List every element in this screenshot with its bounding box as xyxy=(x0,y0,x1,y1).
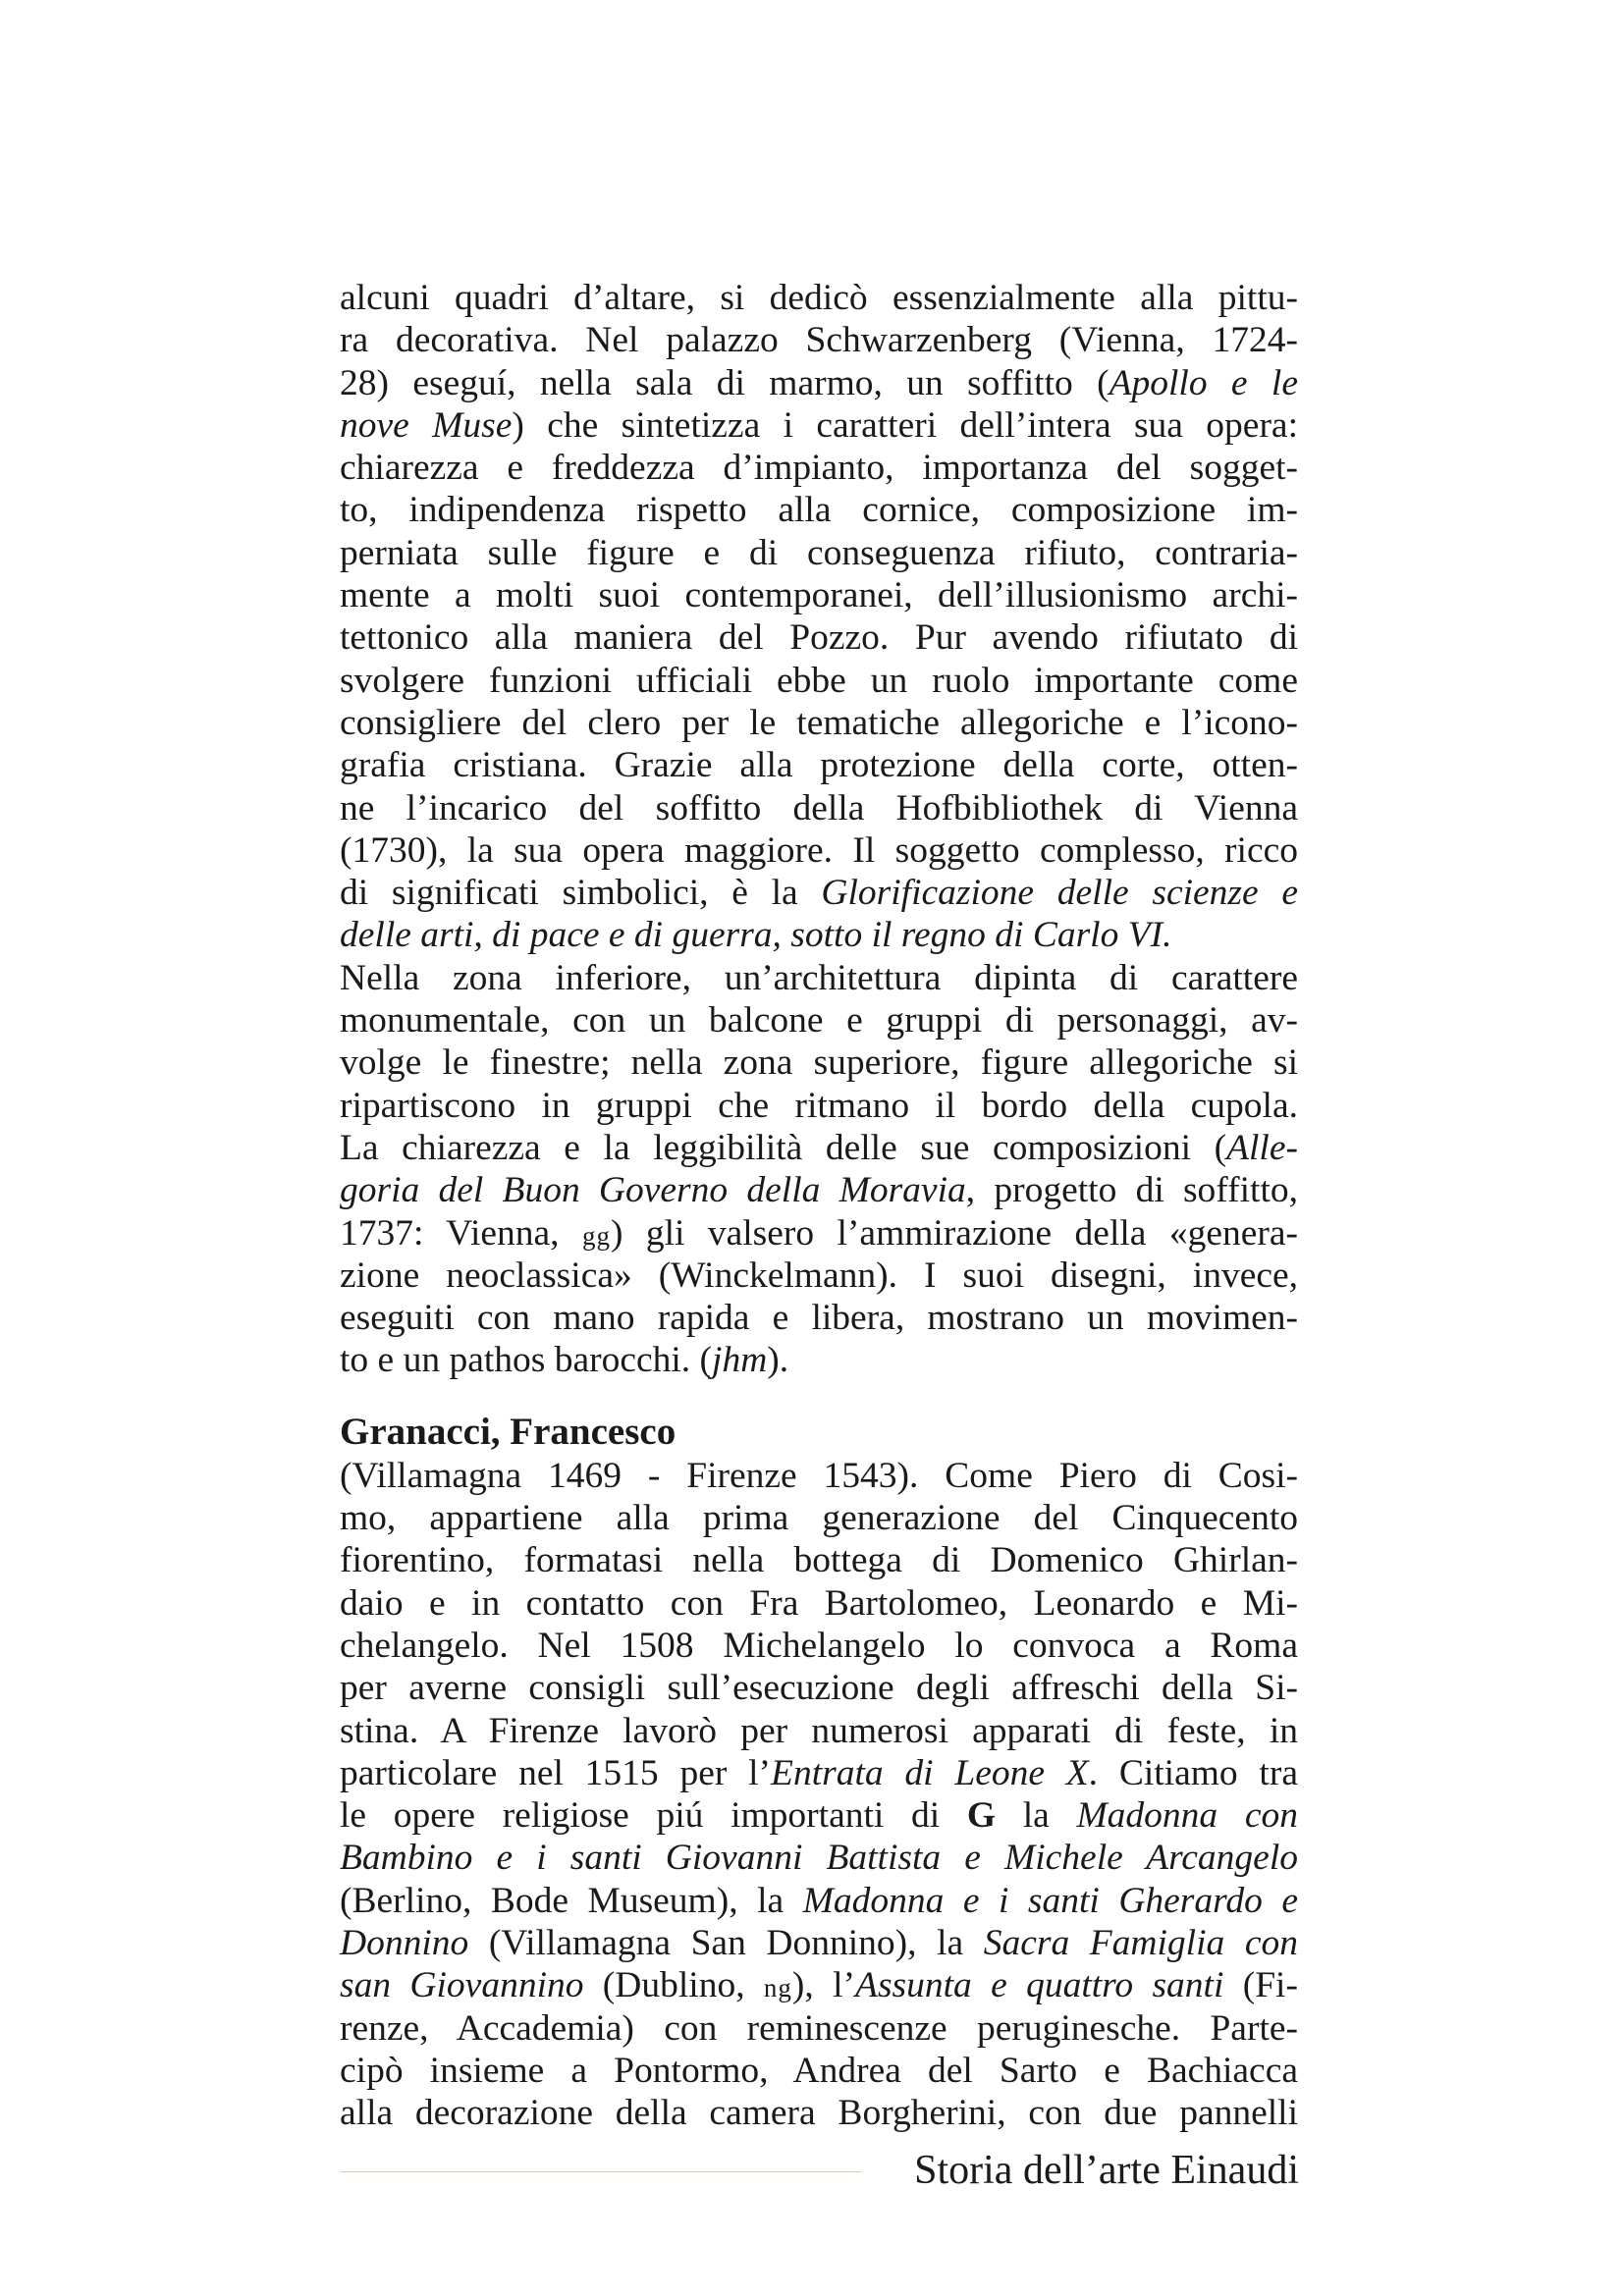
text-line: alla decorazione della camera Borgherini, con due pannelli xyxy=(340,2093,1298,2134)
text-line: svolgere funzioni ufficiali ebbe un ruolo importante come xyxy=(340,660,1298,701)
text-line: di significati simbolici, è la Glorificazione delle scienze e xyxy=(340,873,1299,914)
text-line: to e un pathos barocchi. (jhm). xyxy=(340,1340,789,1381)
text-line: perniata sulle figure e di conseguenza rifiuto, contraria- xyxy=(340,532,1298,573)
text-line: ra decorativa. Nel palazzo Schwarzenberg (Vienna, 1724- xyxy=(340,320,1298,361)
text-line: tettonico alla maniera del Pozzo. Pur avendo rifiutato di xyxy=(340,617,1298,659)
text-line: zione neoclassica» (Winckelmann). I suoi disegni, invece, xyxy=(340,1255,1298,1296)
text-line: cipò insieme a Pontormo, Andrea del Sarto e Bachiacca xyxy=(340,2050,1298,2091)
text-line: ne l’incarico del soffitto della Hofbibliothek di Vienna xyxy=(340,787,1298,828)
footer-title: Storia dell’arte Einaudi xyxy=(914,2148,1299,2193)
text-line: mo, appartiene alla prima generazione del Cinquecento xyxy=(340,1498,1298,1539)
text-line: (Villamagna 1469 - Firenze 1543). Come Piero di Cosi- xyxy=(340,1455,1298,1496)
text-line: eseguiti con mano rapida e libera, mostrano un movimen- xyxy=(340,1298,1298,1339)
text-line: stina. A Firenze lavorò per numerosi apparati di feste, in xyxy=(340,1710,1298,1751)
text-line: Bambino e i santi Giovanni Battista e Michele Arcangelo xyxy=(340,1838,1298,1879)
text-line: renze, Accademia) con reminescenze peruginesche. Parte- xyxy=(340,2007,1298,2049)
text-line: le opere religiose piú importanti di G la Madonna con xyxy=(340,1795,1298,1837)
text-line: monumentale, con un balcone e gruppi di personaggi, av- xyxy=(340,1000,1298,1041)
text-line: mente a molti suoi contemporanei, dell’illusionismo archi- xyxy=(340,575,1298,616)
text-line: goria del Buon Governo della Moravia, progetto di soffitto, xyxy=(340,1170,1298,1211)
text-line: Donnino (Villamagna San Donnino), la Sacra Famiglia con xyxy=(340,1922,1298,1963)
text-line: chelangelo. Nel 1508 Michelangelo lo convoca a Roma xyxy=(340,1625,1298,1666)
text-line: alcuni quadri d’altare, si dedicò essenzialmente alla pittu- xyxy=(340,278,1298,318)
text-line: volge le finestre; nella zona superiore, figure allegoriche si xyxy=(340,1042,1298,1084)
text-line: nove Muse) che sintetizza i caratteri dell’intera sua opera: xyxy=(340,404,1298,446)
text-line: fiorentino, formatasi nella bottega di Domenico Ghirlan- xyxy=(340,1540,1298,1581)
text-line: (Berlino, Bode Museum), la Madonna e i santi Gherardo e xyxy=(340,1880,1298,1921)
text-line: delle arti, di pace e di guerra, sotto il regno di Carlo VI. xyxy=(340,915,1172,956)
text-line: grafia cristiana. Grazie alla protezione della corte, otten- xyxy=(340,745,1298,786)
text-line: consigliere del clero per le tematiche allegoriche e l’icono- xyxy=(340,702,1298,743)
entry-heading: Granacci, Francesco xyxy=(340,1410,676,1453)
text-line: san Giovannino (Dublino, ng), l’Assunta e quattro santi (Fi- xyxy=(340,1965,1298,2006)
text-line: per averne consigli sull’esecuzione degli affreschi della Si- xyxy=(340,1668,1298,1709)
text-line: daio e in contatto con Fra Bartolomeo, Leonardo e Mi- xyxy=(340,1582,1298,1624)
text-line: 28) eseguí, nella sala di marmo, un soffitto (Apollo e le xyxy=(340,362,1298,403)
text-line: Nella zona inferiore, un’architettura dipinta di carattere xyxy=(340,957,1298,998)
text-column xyxy=(340,277,1298,2134)
text-line: (1730), la sua opera maggiore. Il soggetto complesso, ricco xyxy=(340,829,1298,871)
footer-rule xyxy=(340,2171,862,2172)
text-line: to, indipendenza rispetto alla cornice, composizione im- xyxy=(340,490,1298,531)
text-line: La chiarezza e la leggibilità delle sue composizioni (Alle- xyxy=(340,1127,1298,1168)
text-line: 1737: Vienna, gg) gli valsero l’ammirazione della «genera- xyxy=(340,1212,1298,1254)
text-line: chiarezza e freddezza d’impianto, importanza del sogget- xyxy=(340,448,1298,489)
text-line: ripartiscono in gruppi che ritmano il bordo della cupola. xyxy=(340,1085,1298,1126)
text-line: particolare nel 1515 per l’Entrata di Leone X. Citiamo tra xyxy=(340,1752,1298,1793)
